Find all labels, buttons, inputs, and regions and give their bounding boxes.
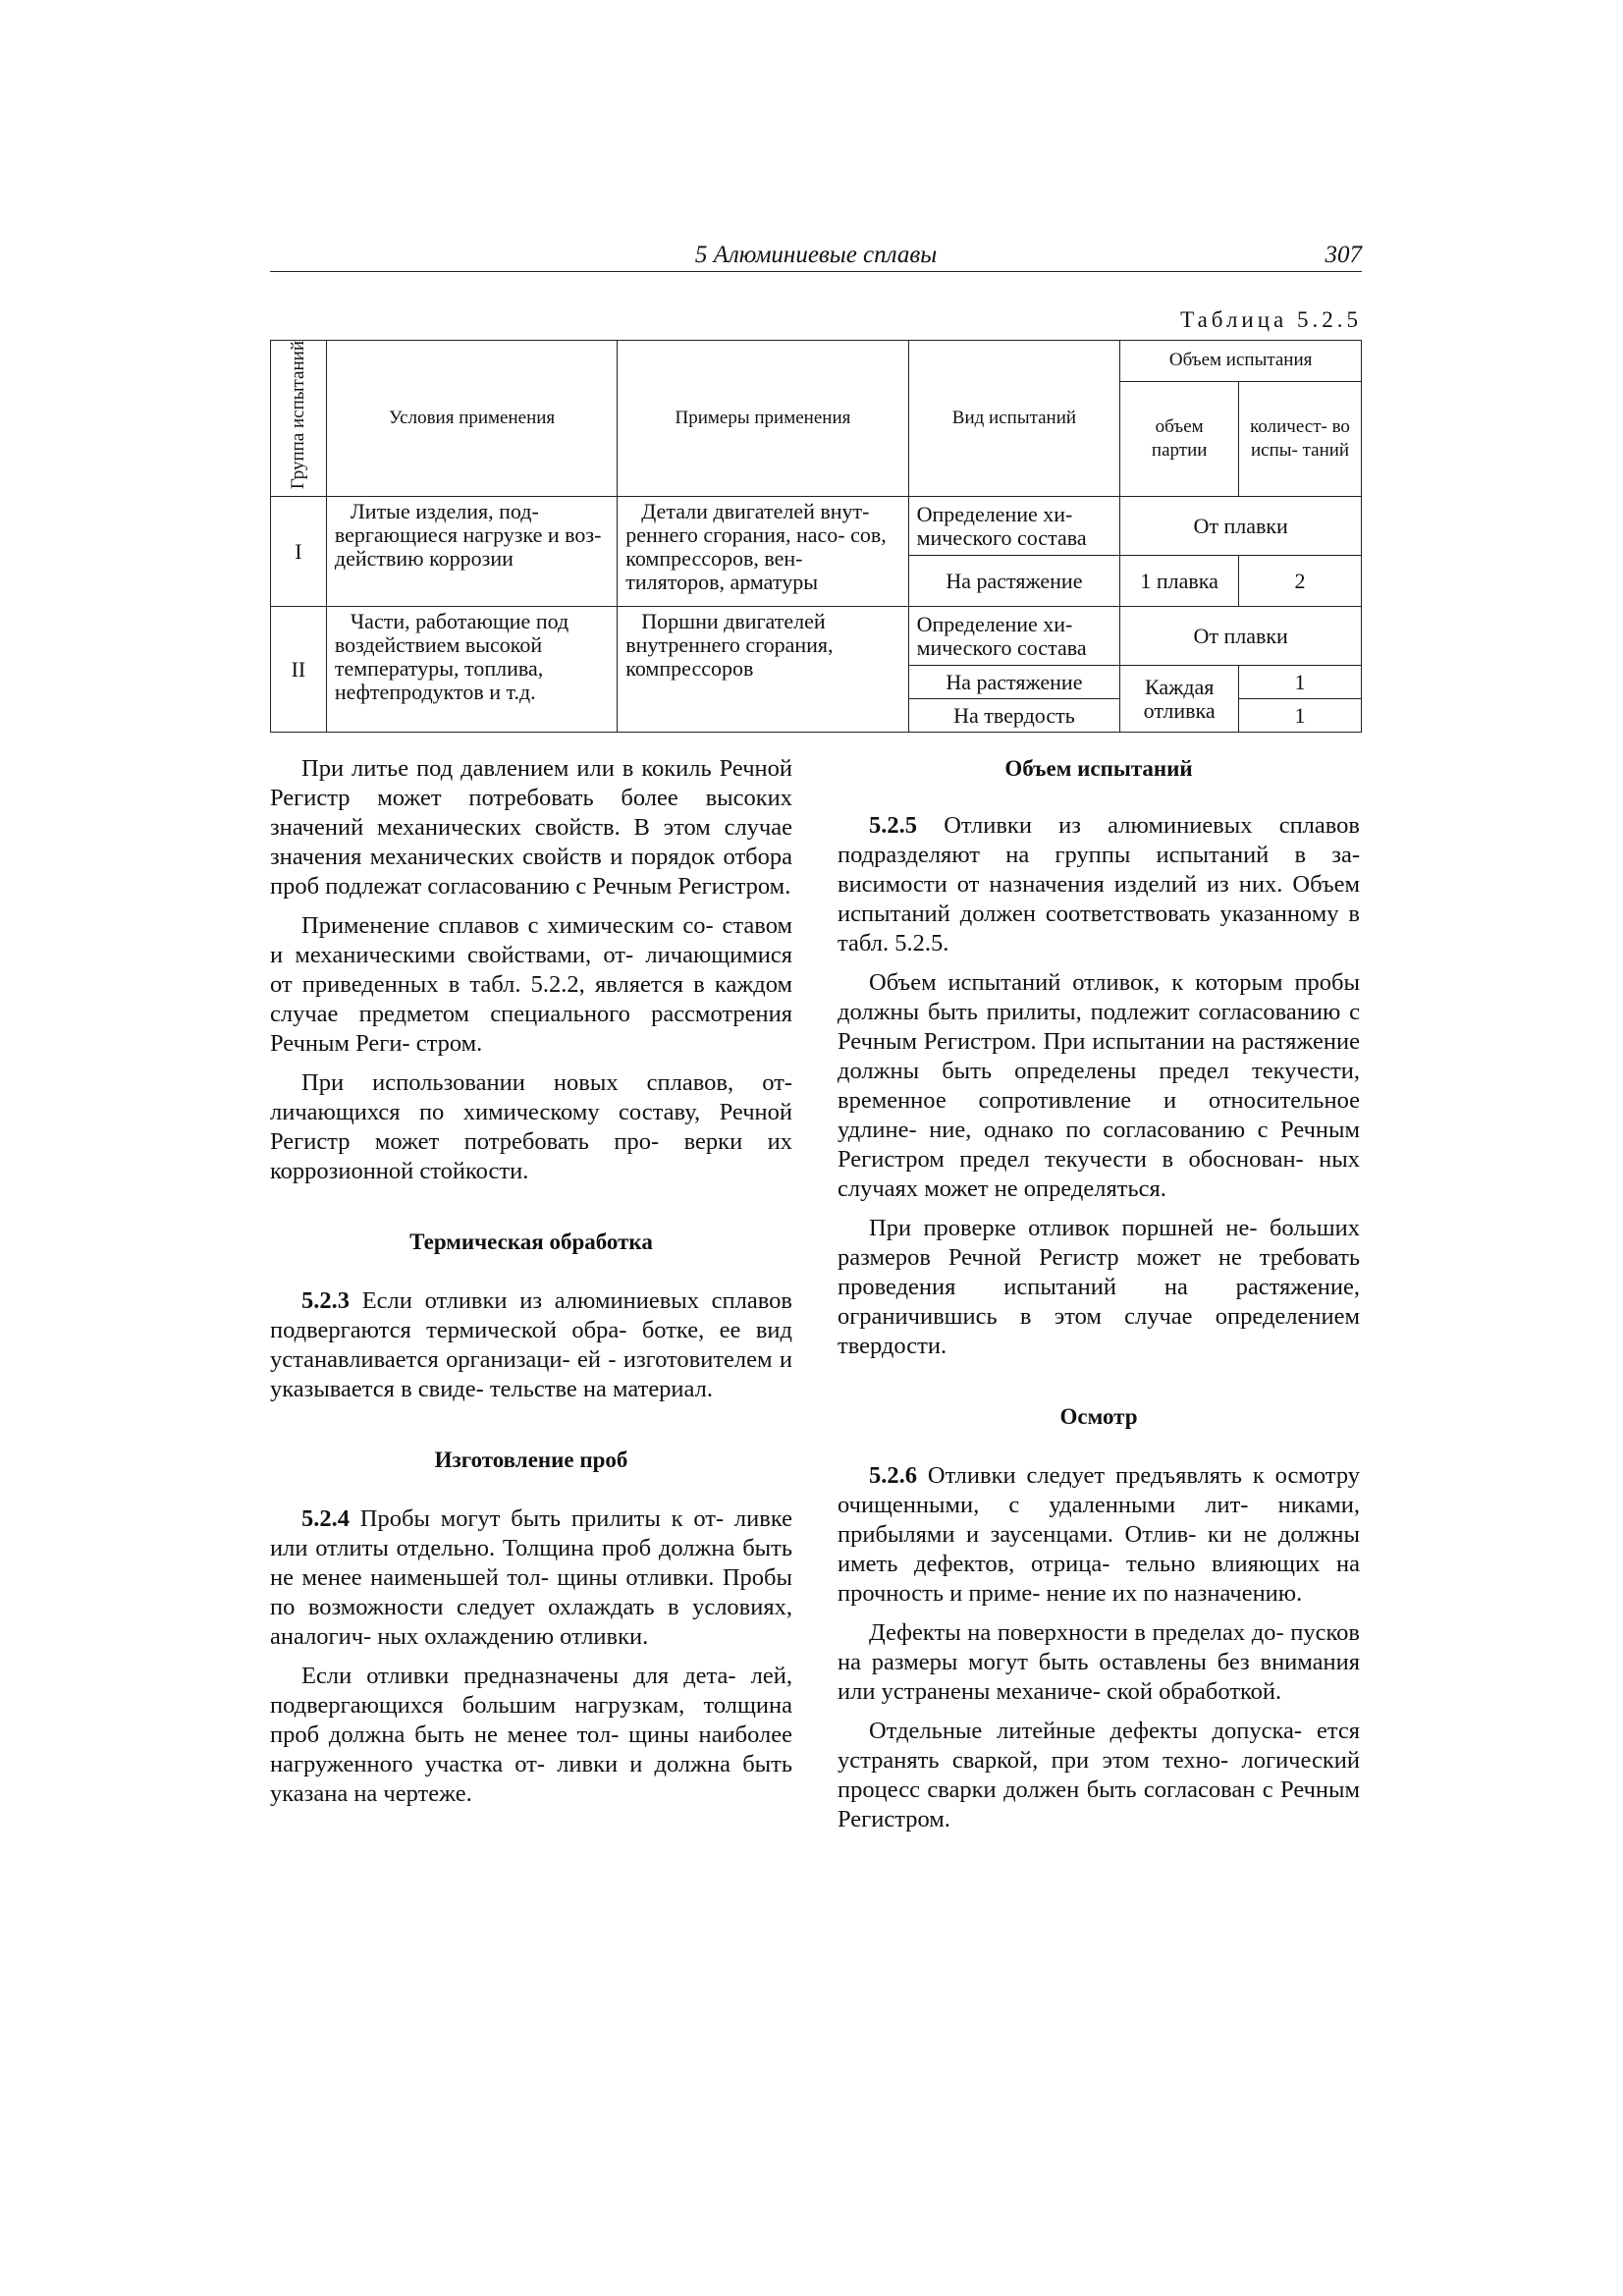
header-title: 5 Алюминиевые сплавы: [694, 242, 938, 268]
examples-cell: Поршни двигателей внутреннего сгорания, компрессоров: [618, 607, 908, 733]
test-type-cell: Определение хи- мического состава: [908, 497, 1120, 556]
test-type-cell: Определение хи- мического состава: [908, 607, 1120, 666]
examples-cell: Детали двигателей внут- реннего сгорания, насо- сов, компрессоров, вен- тиляторов, арматуры: [618, 497, 908, 607]
batch-cell: Каждая отливка: [1120, 666, 1239, 733]
paragraph-5-2-3: 5.2.3 Если отливки из алюминиевых сплавов подвергаются термической обра- ботке, ее вид устанавливается организаци- ей - изготовителем и указывается в свиде- тельстве на материал.: [270, 1287, 792, 1402]
table-row: [271, 497, 1362, 556]
section-heading-inspection: Осмотр: [1059, 1404, 1138, 1429]
table-row: [271, 607, 1362, 666]
test-type-cell: На растяжение: [908, 556, 1120, 607]
right-column: [838, 754, 1360, 1844]
batch-cell: 1 плавка: [1120, 556, 1239, 607]
paragraph-5-2-6: 5.2.6 Отливки следует предъявлять к осмотру очищенными, с удаленными лит- никами, прибылями и заусенцами. Отлив- ки не должны иметь дефектов, отрица- тельно влияющих на прочность и приме- нение их по назначению.: [838, 1462, 1360, 1607]
conditions-cell: Литые изделия, под- вергающиеся нагрузке и воз- действию коррозии: [326, 497, 617, 607]
paragraph: При литье под давлением или в кокиль Речной Регистр может потребовать более высоких значений механических свойств. В этом случае значения механических свойств и порядок отбора проб подлежат согласованию с Речным Регистром.: [270, 755, 792, 900]
batch-header: объем партии: [1120, 381, 1239, 496]
paragraph-5-2-4: 5.2.4 Пробы могут быть прилиты к от- ливке или отлиты отдельно. Толщина проб должна быть не менее наименьшей тол- щины отливки. Пробы по возможности следует охлаждать в условиях, аналогич- ных охлаждению отливки.: [270, 1505, 792, 1650]
test-volume-table: [270, 340, 1362, 733]
table-header-row: [271, 341, 1362, 382]
clause-number: 5.2.3: [301, 1287, 350, 1314]
count-header: количест- во испы- таний: [1239, 381, 1362, 496]
left-column: [270, 754, 792, 1819]
paragraph: При использовании новых сплавов, от- личающихся по химическому составу, Речной Регистр может потребовать про- верки их коррозионной стойкости.: [270, 1069, 792, 1184]
paragraph: Применение сплавов с химическим со- ставом и механическими свойствами, от- личающимися от приведенных в табл. 5.2.2, является в каждом случае предметом специального рассмотрения Речным Реги- стром.: [270, 912, 792, 1057]
group-header: Группа испытаний: [271, 341, 327, 497]
paragraph: Отдельные литейные дефекты допуска- ется устранять сваркой, при этом техно- логический процесс сварки должен быть согласован с Речным Регистром.: [838, 1718, 1360, 1832]
conditions-header: Условия применения: [326, 341, 617, 497]
clause-number: 5.2.6: [869, 1462, 917, 1489]
clause-number: 5.2.5: [869, 812, 917, 839]
paragraph: Объем испытаний отливок, к которым пробы должны быть прилиты, подлежит согласованию с Речным Регистром. При испытании на растяжение должны быть определены предел текучести, временное сопротивление и относительное удлине- ние, однако по согласованию с Речным Регистром предел текучести в обоснован- ных случаях может не определяться.: [838, 969, 1360, 1202]
volume-cell: От плавки: [1120, 497, 1362, 556]
section-heading-sample-making: Изготовление проб: [434, 1448, 628, 1472]
test-type-cell: На растяжение: [908, 666, 1120, 699]
paragraph: Дефекты на поверхности в пределах до- пусков на размеры могут быть оставлены без внимания или устранены механиче- ской обработкой.: [838, 1619, 1360, 1705]
count-cell: 1: [1239, 666, 1362, 699]
conditions-cell: Части, работающие под воздействием высокой температуры, топлива, нефтепродуктов и т.д.: [326, 607, 617, 733]
count-cell: 2: [1239, 556, 1362, 607]
paragraph-5-2-5: 5.2.5 Отливки из алюминиевых сплавов подразделяют на группы испытаний в за- висимости от назначения изделий из них. Объем испытаний должен соответствовать указанному в табл. 5.2.5.: [838, 812, 1360, 957]
test-type-header: Вид испытаний: [908, 341, 1120, 497]
clause-number: 5.2.4: [301, 1505, 350, 1532]
running-header: [270, 242, 1362, 272]
paragraph: Если отливки предназначены для дета- лей, подвергающихся большим нагрузкам, толщина проб должна быть не менее тол- щины наиболее нагруженного участка от- ливки и должна быть указана на чертеже.: [270, 1663, 792, 1807]
volume-header: Объем испытания: [1120, 341, 1362, 382]
examples-header: Примеры применения: [618, 341, 908, 497]
table-caption: Таблица 5.2.5: [1180, 307, 1362, 332]
section-heading-heat-treatment: Термическая обработка: [409, 1230, 653, 1254]
section-heading-test-volume: Объем испытаний: [1004, 756, 1193, 781]
test-type-cell: На твердость: [908, 699, 1120, 733]
count-cell: 1: [1239, 699, 1362, 733]
group-cell: I: [271, 497, 327, 607]
volume-cell: От плавки: [1120, 607, 1362, 666]
paragraph: При проверке отливок поршней не- больших размеров Речной Регистр может не требовать проведения испытаний на растяжение, ограничившись в этом случае определением твердости.: [838, 1215, 1360, 1359]
page-number: 307: [1325, 242, 1362, 268]
group-cell: II: [271, 607, 327, 733]
